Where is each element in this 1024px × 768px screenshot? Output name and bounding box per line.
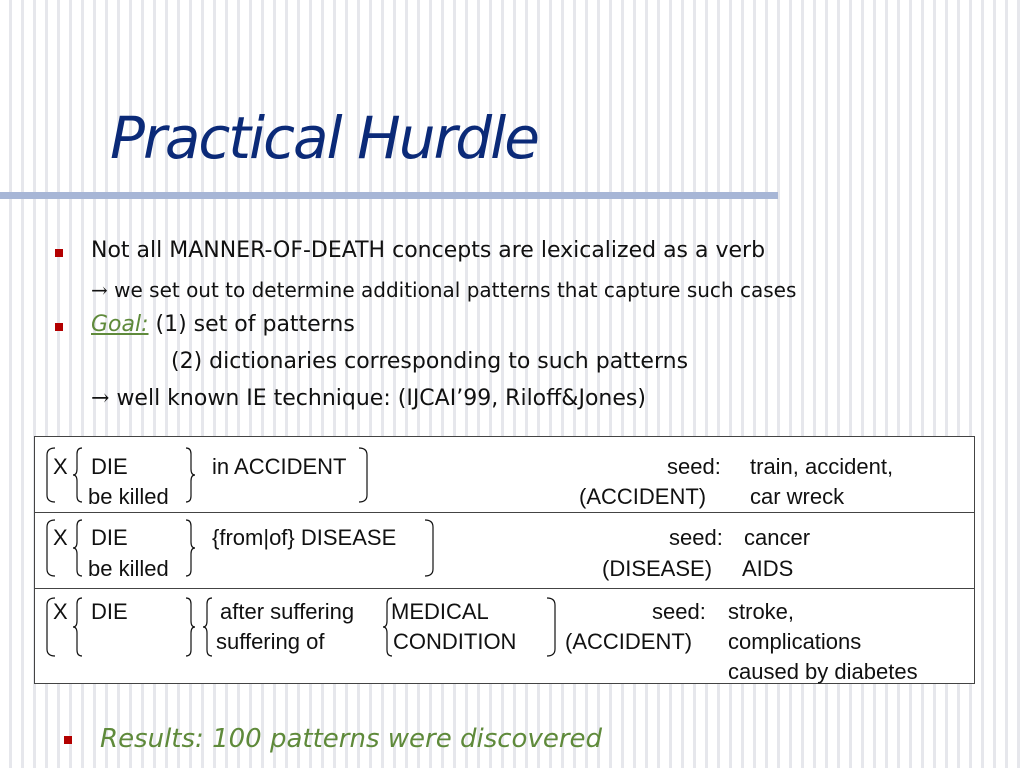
right-arrow-icon: → — [91, 386, 110, 411]
seed-category: (ACCIDENT) — [579, 484, 707, 509]
pattern-concept-2: CONDITION — [393, 629, 517, 654]
pattern-verb-be-killed: be killed — [88, 484, 169, 509]
left-brace-icon — [71, 447, 85, 503]
right-brace-icon — [183, 597, 197, 657]
pattern-verb-be-killed: be killed — [88, 556, 169, 581]
left-brace-icon — [71, 597, 85, 657]
goal-item-1: (1) set of patterns — [155, 312, 355, 337]
pattern-preposition-2: suffering of — [216, 629, 325, 654]
seed-values-2: complications — [728, 629, 862, 654]
right-bracket-icon — [421, 519, 437, 577]
seed-values-3: caused by diabetes — [728, 659, 918, 684]
seed-values: train, accident, — [750, 454, 894, 479]
bullet-marker — [64, 736, 72, 744]
goal-label: Goal: — [91, 312, 149, 337]
bullet-marker — [55, 249, 63, 257]
seed-values: cancer — [744, 525, 811, 550]
pattern-concept-1: MEDICAL — [391, 599, 489, 624]
technique-line — [91, 386, 646, 411]
patterns-table — [34, 436, 975, 684]
pattern-preposition-1: after suffering — [220, 599, 355, 624]
right-brace-icon — [183, 447, 197, 503]
sub-line-text: we set out to determine additional patterns that capture such cases — [114, 278, 797, 302]
goal-line — [91, 312, 355, 337]
pattern-verb-die: DIE — [91, 454, 128, 479]
seed-values: stroke, — [728, 599, 795, 624]
bullet-manner-of-death: Not all MANNER-OF-DEATH concepts are lexicalized as a verb — [91, 238, 766, 263]
pattern-subject: X — [53, 525, 68, 550]
pattern-verb-die: DIE — [91, 599, 128, 624]
left-brace-icon — [71, 519, 85, 577]
row-divider — [35, 588, 974, 589]
right-arrow-icon: → — [91, 278, 108, 302]
results-text: Results: 100 patterns were discovered — [100, 724, 603, 754]
bullet-sub-line — [91, 278, 796, 302]
left-brace-icon — [201, 597, 215, 657]
technique-text: well known IE technique: (IJCAI’99, Riloff&Jones) — [116, 386, 646, 411]
seed-label: seed: — [669, 525, 723, 550]
right-bracket-icon — [543, 597, 559, 657]
seed-label: seed: — [652, 599, 706, 624]
row-divider — [35, 512, 974, 513]
pattern-phrase: in ACCIDENT — [212, 454, 347, 479]
seed-label: seed: — [667, 454, 721, 479]
right-brace-icon — [183, 519, 197, 577]
right-bracket-icon — [355, 447, 371, 503]
seed-values-2: AIDS — [742, 556, 794, 581]
seed-category: (ACCIDENT) — [565, 629, 693, 654]
seed-category: (DISEASE) — [602, 556, 713, 581]
pattern-subject: X — [53, 599, 68, 624]
title-underline — [0, 192, 778, 199]
bullet-marker — [55, 323, 63, 331]
slide-title: Practical Hurdle — [110, 104, 538, 172]
pattern-phrase: {from|of} DISEASE — [212, 525, 397, 550]
goal-item-2: (2) dictionaries corresponding to such patterns — [171, 349, 689, 374]
pattern-verb-die: DIE — [91, 525, 128, 550]
pattern-subject: X — [53, 454, 68, 479]
seed-values-2: car wreck — [750, 484, 845, 509]
